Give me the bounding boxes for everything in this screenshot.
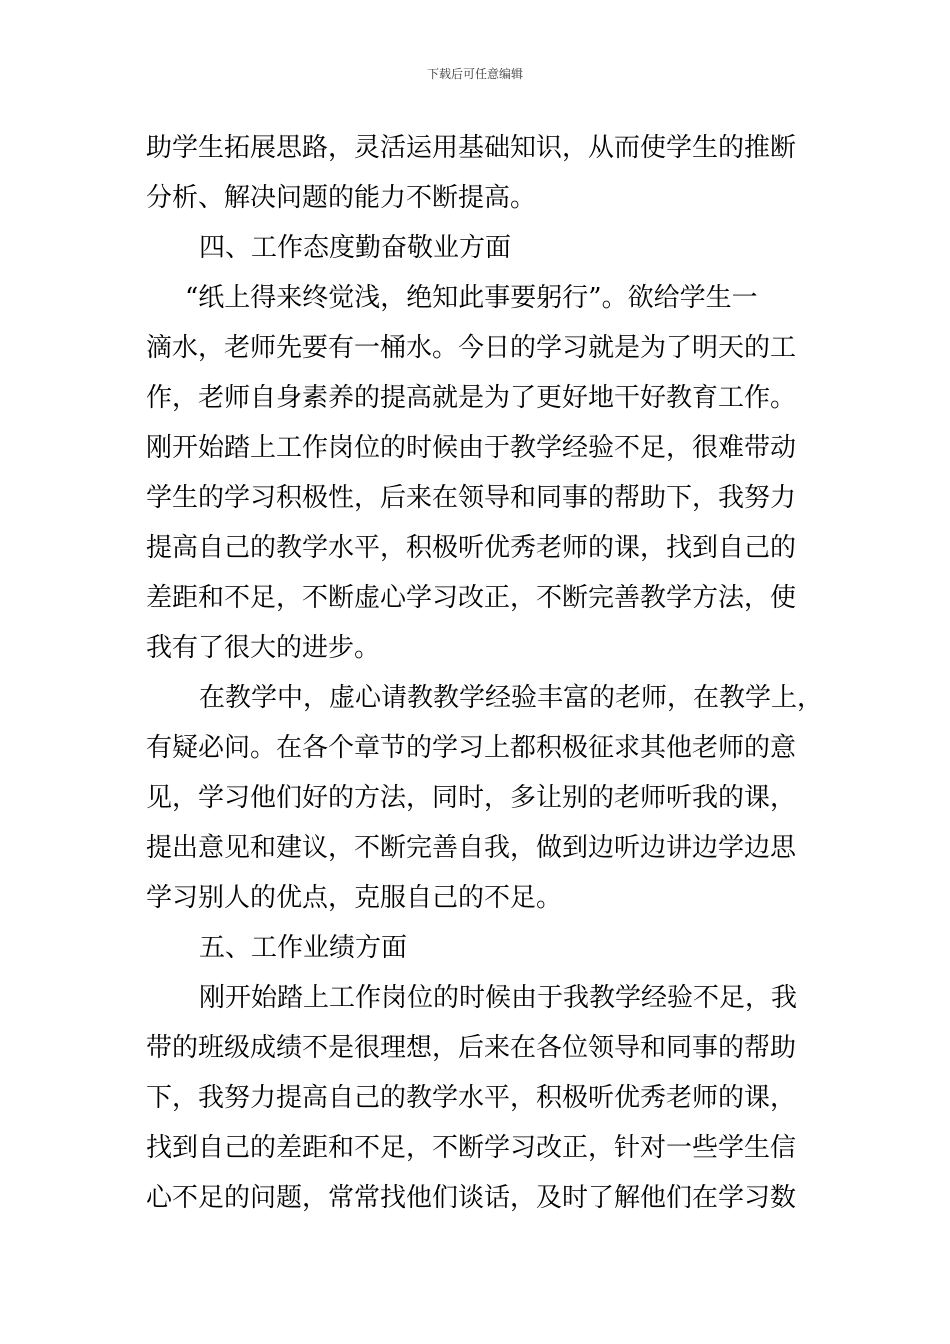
text-line: 学生的学习积极性，后来在领导和同事的帮助下，我努力 xyxy=(146,483,797,513)
text-line: 提高自己的教学水平，积极听优秀老师的课，找到自己的 xyxy=(146,533,797,563)
text-line: 刚开始踏上工作岗位的时候由于我教学经验不足，我 xyxy=(199,983,798,1013)
text-line: 找到自己的差距和不足，不断学习改正，针对一些学生信 xyxy=(146,1133,797,1163)
section-heading: 四、工作态度勤奋敬业方面 xyxy=(199,233,512,263)
text-line: 差距和不足，不断虚心学习改正，不断完善教学方法，使 xyxy=(146,583,797,613)
text-line: 滴水，老师先要有一桶水。今日的学习就是为了明天的工 xyxy=(146,333,797,363)
page-header-note: 下载后可任意编辑 xyxy=(426,67,523,81)
text-line: 我有了很大的进步。 xyxy=(146,633,381,663)
text-line: 带的班级成绩不是很理想，后来在各位领导和同事的帮助 xyxy=(146,1033,797,1063)
text-line: 学习别人的优点，克服自己的不足。 xyxy=(146,883,563,913)
section-heading: 五、工作业绩方面 xyxy=(199,933,408,963)
text-line: 见，学习他们好的方法，同时，多让别的老师听我的课， xyxy=(146,783,797,813)
text-line: 心不足的问题，常常找他们谈话，及时了解他们在学习数 xyxy=(146,1183,797,1213)
text-line: 作，老师自身素养的提高就是为了更好地干好教育工作。 xyxy=(146,383,797,413)
text-line: 分析、解决问题的能力不断提高。 xyxy=(146,183,537,213)
text-line: 在教学中，虚心请教教学经验丰富的老师，在教学上， xyxy=(199,683,824,713)
text-line: “纸上得来终觉浅，绝知此事要躬行”。欲给学生一 xyxy=(185,283,758,313)
text-line: 提出意见和建议，不断完善自我，做到边听边讲边学边思 xyxy=(146,833,797,863)
text-line: 刚开始踏上工作岗位的时候由于教学经验不足，很难带动 xyxy=(146,433,797,463)
text-line: 助学生拓展思路，灵活运用基础知识，从而使学生的推断 xyxy=(146,133,797,163)
text-line: 下，我努力提高自己的教学水平，积极听优秀老师的课， xyxy=(146,1083,797,1113)
text-line: 有疑必问。在各个章节的学习上都积极征求其他老师的意 xyxy=(146,733,797,763)
